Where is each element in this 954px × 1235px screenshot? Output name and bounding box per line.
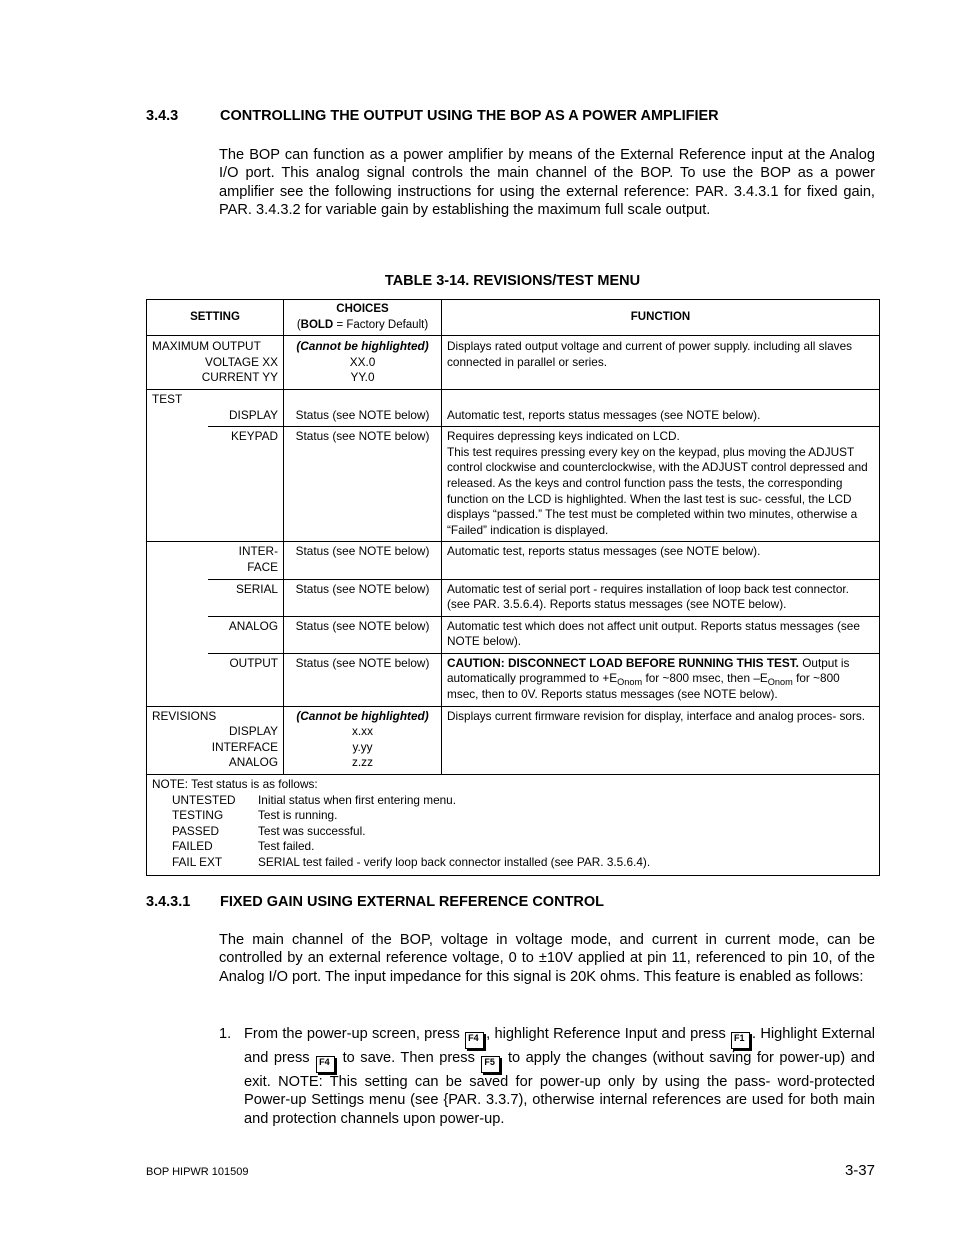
note-desc: Initial status when first entering menu.	[258, 792, 457, 807]
revisions-function: Displays current firmware revision for display, interface and analog proces- sors.	[442, 706, 880, 774]
revisions-setting-cell	[147, 706, 284, 774]
test-output-caution: CAUTION: DISCONNECT LOAD BEFORE RUNNING THIS TEST.	[447, 655, 799, 670]
note-desc: SERIAL test failed - verify loop back connector installed (see PAR. 3.5.6.4).	[258, 855, 651, 869]
test-indent	[147, 653, 208, 706]
test-interface-function: Automatic test, reports status messages (see NOTE below).	[442, 542, 880, 579]
test-output-label: OUTPUT	[208, 653, 284, 706]
table-row	[147, 653, 880, 706]
table-row	[147, 408, 880, 427]
test-analog-label: ANALOG	[208, 616, 284, 653]
section-heading	[146, 108, 886, 128]
note-status: FAIL EXT	[172, 855, 223, 869]
f4-key-icon: F4	[316, 1056, 335, 1073]
footer-doc-id: BOP HIPWR 101509	[146, 1166, 249, 1178]
note-status: FAILED	[172, 839, 213, 854]
step-1-text-2: , highlight Reference Input and press	[486, 1026, 731, 1042]
test-display-function: Automatic test, reports status messages (see NOTE below).	[442, 408, 880, 427]
test-keypad-function	[442, 427, 880, 542]
revisions-choices-cell	[284, 706, 442, 774]
f4-key-icon: F4	[465, 1032, 484, 1049]
f5-key-icon: F5	[481, 1056, 500, 1073]
step-1-text-3: . Highlight External and press	[244, 1026, 875, 1066]
test-function-spacer	[442, 389, 880, 407]
note-desc: Test is running.	[258, 808, 338, 823]
revisions-display-label: DISPLAY	[229, 724, 278, 739]
test-indent	[147, 427, 208, 542]
note-desc: Test was successful.	[258, 823, 366, 838]
note-status: TESTING	[172, 808, 224, 823]
header-choices-title: CHOICES	[336, 303, 389, 315]
section-paragraph: The BOP can function as a power amplifier by means of the External Reference input at the Analog I/O port. This analog signal controls the main channel of the BOP. To use the BOP as a power amplifier see the following instructions for using the external reference: PAR. 3.4.3.1 for fixed gain, PAR. 3.4.3.2 for variable gain by establishing the maximum full scale output.	[219, 147, 875, 218]
step-1-text-5: to apply the changes (without saving for power-up) and exit. NOTE: This setting can be saved for power-up only by using the pass- word-protected Power-up Settings menu (see {PAR. 3.3.7), otherwise internal references are used for both main and protection channels upon power-up.	[244, 1050, 875, 1127]
table-row	[147, 616, 880, 653]
test-choices-spacer	[284, 389, 442, 407]
revisions-analog-label: ANALOG	[228, 755, 278, 770]
section-number: 3.4.3	[146, 108, 179, 124]
step-number: 1.	[219, 1026, 232, 1042]
table-row	[147, 389, 880, 407]
table-row	[147, 775, 880, 876]
section-title: CONTROLLING THE OUTPUT USING THE BOP AS A POWER AMPLIFIER	[220, 108, 719, 124]
table-note	[147, 775, 880, 876]
test-output-sub-2: Onom	[767, 677, 793, 688]
header-choices	[284, 300, 442, 336]
header-choices-bold: BOLD	[300, 318, 334, 331]
test-output-text-1: Output is automatically programmed to +E	[447, 655, 850, 686]
note-status: UNTESTED	[172, 792, 236, 807]
test-keypad-function-line1: Requires depressing keys indicated on LCD.	[447, 429, 680, 444]
f1-key-icon: F1	[731, 1032, 750, 1049]
test-interface-choice: Status (see NOTE below)	[284, 542, 442, 579]
max-output-label: MAXIMUM OUTPUT	[152, 339, 261, 354]
revisions-analog-value: z.zz	[352, 755, 373, 770]
test-indent	[147, 408, 208, 427]
step-1-text	[244, 1025, 875, 1128]
test-indent	[147, 616, 208, 653]
note-status: PASSED	[172, 823, 219, 838]
table-row	[147, 706, 880, 774]
test-setting-label: TEST	[147, 389, 284, 407]
test-interface-label	[208, 542, 284, 579]
test-output-sub-1: Onom	[617, 677, 643, 688]
revisions-choice-note: (Cannot be highlighted)	[296, 708, 429, 723]
note-desc: Test failed.	[258, 839, 315, 854]
test-interface-label-2: FACE	[247, 559, 278, 574]
test-display-choice: Status (see NOTE below)	[284, 408, 442, 427]
test-analog-choice: Status (see NOTE below)	[284, 616, 442, 653]
test-analog-function: Automatic test which does not affect unit output. Reports status messages (see NOTE below).	[442, 616, 880, 653]
step-1-text-1: From the power-up screen, press	[244, 1026, 465, 1042]
table-row	[147, 579, 880, 616]
max-output-function: Displays rated output voltage and current of power supply. including all slaves connected in parallel or series.	[442, 336, 880, 390]
test-serial-label: SERIAL	[208, 579, 284, 616]
revisions-interface-label: INTERFACE	[211, 739, 278, 754]
max-output-setting-cell	[147, 336, 284, 390]
subsection-number: 3.4.3.1	[146, 894, 191, 910]
max-output-voltage-value: XX.0	[349, 354, 376, 369]
max-output-choices-cell	[284, 336, 442, 390]
test-serial-choice: Status (see NOTE below)	[284, 579, 442, 616]
page-number: 3-37	[844, 1162, 875, 1179]
header-setting: SETTING	[147, 300, 284, 336]
test-serial-function: Automatic test of serial port - requires installation of loop back test connector. (see PAR. 3.5.6.4). Reports status messages (see NOTE below).	[442, 579, 880, 616]
header-choices-open: (	[296, 318, 301, 331]
test-keypad-function-body: This test requires pressing every key on the keypad, plus moving the ADJUST control clockwise and counterclockwise, with the ADJUST control depressed and released. As the keys and control function pass the tests, the corresponding function on the LCD is highlighted. When the last test is suc- cessful, the LCD displays “passed.” The test must be completed within two minutes, otherwise a “Failed” indication is displayed.	[447, 444, 868, 537]
test-indent	[147, 542, 208, 579]
header-choices-rest: = Factory Default)	[333, 318, 429, 331]
table-caption: TABLE 3-14. REVISIONS/TEST MENU	[384, 273, 641, 289]
test-indent	[147, 579, 208, 616]
test-output-text-3: for ~800 msec, then to 0V. Reports status messages (see NOTE below).	[447, 671, 840, 702]
max-output-current-value: YY.0	[350, 370, 375, 385]
test-keypad-choice: Status (see NOTE below)	[284, 427, 442, 542]
max-output-voltage-label: VOLTAGE XX	[205, 354, 278, 369]
revisions-display-value: x.xx	[352, 724, 373, 739]
note-title: NOTE: Test status is as follows:	[152, 777, 318, 792]
subsection-title: FIXED GAIN USING EXTERNAL REFERENCE CONTROL	[220, 894, 605, 910]
test-keypad-label: KEYPAD	[208, 427, 284, 542]
table-row	[147, 542, 880, 579]
table-row	[147, 427, 880, 542]
revisions-label: REVISIONS	[152, 708, 217, 723]
test-interface-label-1: INTER-	[238, 544, 278, 559]
table-row	[147, 336, 880, 390]
test-output-function	[442, 653, 880, 706]
max-output-current-label: CURRENT YY	[201, 370, 278, 385]
revisions-test-menu-table	[146, 299, 880, 876]
step-1-text-4: to save. Then press	[337, 1050, 481, 1066]
test-output-choice: Status (see NOTE below)	[284, 653, 442, 706]
header-choices-sub	[289, 318, 436, 334]
subsection-heading	[146, 894, 886, 914]
test-output-text-2: for ~800 msec, then –E	[642, 671, 768, 686]
revisions-interface-value: y.yy	[352, 739, 373, 754]
note-list	[172, 793, 874, 871]
subsection-paragraph: The main channel of the BOP, voltage in voltage mode, and current in current mode, can be controlled by an external reference voltage, 0 to ±10V applied at pin 11, referenced to pin 10, of the Analog I/O port. The input impedance for this signal is 20K ohms. This feature is enabled as follows:	[219, 932, 875, 985]
max-output-choice-note: (Cannot be highlighted)	[296, 339, 429, 354]
header-function: FUNCTION	[442, 300, 880, 336]
table-header-row	[147, 300, 880, 336]
test-display-label: DISPLAY	[208, 408, 284, 427]
